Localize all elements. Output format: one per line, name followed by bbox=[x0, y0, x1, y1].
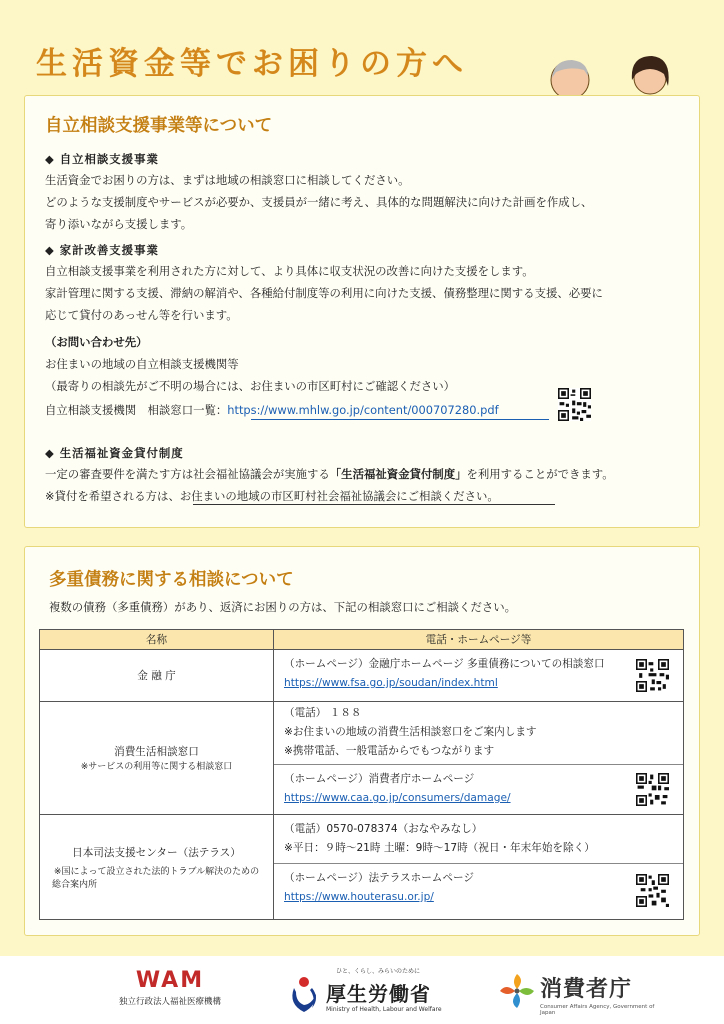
column-header-contact: 電話・ホームページ等 bbox=[274, 630, 684, 650]
agency-note: ※サービスの利用等に関する相談窓口 bbox=[80, 762, 233, 772]
fukushi-text-1c: を利用することができます。 bbox=[466, 467, 614, 481]
column-header-name: 名称 bbox=[40, 630, 274, 650]
self-reliance-support-section bbox=[24, 95, 700, 528]
agency-name-cell bbox=[40, 702, 274, 815]
consumer-phone: （電話） １８８ bbox=[284, 707, 362, 719]
agency-note-2: 総合案内所 bbox=[52, 879, 98, 890]
jiritsu-text-2: どのような支援制度やサービスが必要か、支援員が一緒に考え、具体的な問題解決に向けた計画を作成し、 bbox=[45, 195, 593, 209]
mhlw-logo-block bbox=[284, 966, 464, 1018]
fsa-info bbox=[274, 650, 683, 701]
contact-list-row bbox=[45, 402, 499, 418]
contact-cell bbox=[274, 650, 684, 702]
qr-code-fsa bbox=[636, 659, 669, 692]
contact-cell bbox=[274, 815, 684, 920]
caa-name: 消費者庁 bbox=[540, 977, 633, 1002]
contact-cell bbox=[274, 702, 684, 815]
agency-name: 日本司法支援センター（法テラス） bbox=[72, 846, 241, 859]
houterasu-phone-info bbox=[274, 815, 683, 863]
mhlw-tagline: ひと、くらし、みらいのために bbox=[336, 968, 421, 975]
link-underline bbox=[251, 419, 549, 420]
contact-text-1: お住まいの地域の自立相談支援機関等 bbox=[45, 357, 239, 371]
mhlw-english-name: Ministry of Health, Labour and Welfare bbox=[326, 1006, 442, 1013]
fukushi-text-2a: ※貸付を希望される方は、 bbox=[45, 489, 180, 503]
jiritsu-heading: ◆ 自立相談支援事業 bbox=[45, 152, 159, 166]
fsa-link[interactable]: https://www.fsa.go.jp/soudan/index.html bbox=[284, 677, 498, 689]
caa-english-name: Consumer Affairs Agency, Government of Japan bbox=[540, 1004, 655, 1016]
fukushi-text-1a: 一定の審査要件を満たす方は社会福祉協議会が実施する bbox=[45, 467, 330, 481]
section-title: 自立相談支援事業等について bbox=[45, 116, 273, 136]
houterasu-web-info bbox=[274, 863, 683, 919]
mhlw-name: 厚生労働省 bbox=[326, 982, 431, 1006]
table-row bbox=[40, 650, 684, 702]
consumer-phone-info bbox=[274, 702, 683, 764]
section-title: 多重債務に関する相談について bbox=[49, 570, 294, 590]
footer bbox=[0, 956, 724, 1024]
multiple-debt-section bbox=[24, 546, 700, 936]
jiritsu-text-1: 生活資金でお困りの方は、まずは地域の相談窓口に相談してください。 bbox=[45, 173, 410, 187]
fukushi-program-name: 「生活福祉資金貸付制度」 bbox=[329, 467, 467, 481]
caa-emblem-icon bbox=[498, 972, 536, 1010]
debt-intro: 複数の債務（多重債務）があり、返済にお困りの方は、下記の相談窓口にご相談ください。 bbox=[49, 600, 517, 614]
page-title: 生活資金等でお困りの方へ bbox=[36, 46, 468, 82]
mhlw-emblem-icon bbox=[286, 974, 322, 1014]
wam-logo: WAM bbox=[135, 968, 205, 993]
agency-note-1: ※国によって設立された法的トラブル解決のための bbox=[53, 866, 260, 877]
table-header-row bbox=[40, 630, 684, 650]
qr-code-mhlw bbox=[558, 388, 591, 421]
houterasu-hours: ※平日：９時～21時 土曜：9時～17時（祝日・年末年始を除く） bbox=[284, 842, 595, 854]
fukushi-heading: ◆ 生活福祉資金貸付制度 bbox=[45, 446, 184, 460]
fukushi-text-2 bbox=[45, 488, 499, 504]
agency-name-cell bbox=[40, 815, 274, 920]
table-row bbox=[40, 815, 684, 920]
consumer-web-info bbox=[274, 764, 683, 814]
houterasu-homepage-label: （ホームページ）法テラスホームページ bbox=[284, 872, 474, 884]
kakei-heading: ◆ 家計改善支援事業 bbox=[45, 243, 159, 257]
fukushi-text-1 bbox=[45, 466, 614, 482]
wam-name: 独立行政法人福祉医療機構 bbox=[118, 997, 221, 1007]
caa-logo-block bbox=[496, 968, 656, 1018]
consultation-table bbox=[39, 629, 684, 920]
contact-text-2: （最寄りの相談先がご不明の場合には、お住まいの市区町村にご確認ください） bbox=[45, 379, 456, 393]
table-row bbox=[40, 702, 684, 815]
caa-homepage-label: （ホームページ）消費者庁ホームページ bbox=[284, 773, 475, 785]
consumer-phone-note-2: ※携帯電話、一般電話からでもつながります bbox=[284, 745, 495, 757]
fukushi-underline bbox=[193, 504, 555, 505]
houterasu-link[interactable]: https://www.houterasu.or.jp/ bbox=[284, 891, 434, 903]
contact-heading: （お問い合わせ先） bbox=[45, 335, 148, 349]
kakei-text-3: 応じて貸付のあっせん等を行います。 bbox=[45, 308, 238, 322]
agency-name: 消費生活相談窓口 bbox=[114, 746, 199, 758]
contact-list-link[interactable]: https://www.mhlw.go.jp/content/000707280.pdf bbox=[227, 403, 499, 417]
agency-name: 金 融 庁 bbox=[40, 650, 274, 702]
caa-link[interactable]: https://www.caa.go.jp/consumers/damage/ bbox=[284, 792, 511, 804]
wam-logo-block bbox=[100, 968, 240, 1018]
fsa-homepage-label: （ホームページ）金融庁ホームページ 多重債務についての相談窓口 bbox=[284, 658, 605, 670]
kakei-text-1: 自立相談支援事業を利用された方に対して、より具体に収支状況の改善に向けた支援をします。 bbox=[45, 264, 534, 278]
fukushi-text-2b: お住まいの地域の市区町村社会福祉協議会にご相談ください。 bbox=[179, 489, 499, 503]
consumer-phone-note-1: ※お住まいの地域の消費生活相談窓口をご案内します bbox=[284, 726, 537, 738]
jiritsu-text-3: 寄り添いながら支援します。 bbox=[45, 217, 193, 231]
qr-code-caa bbox=[636, 773, 669, 806]
kakei-text-2: 家計管理に関する支援、滞納の解消や、各種給付制度等の利用に向けた支援、債務整理に関する支援、必要に bbox=[45, 286, 603, 300]
contact-list-label: 自立相談支援機関 相談窓口一覧： bbox=[45, 403, 228, 417]
houterasu-phone: （電話）0570-078374（おなやみなし） bbox=[284, 823, 483, 835]
qr-code-houterasu bbox=[636, 874, 669, 907]
